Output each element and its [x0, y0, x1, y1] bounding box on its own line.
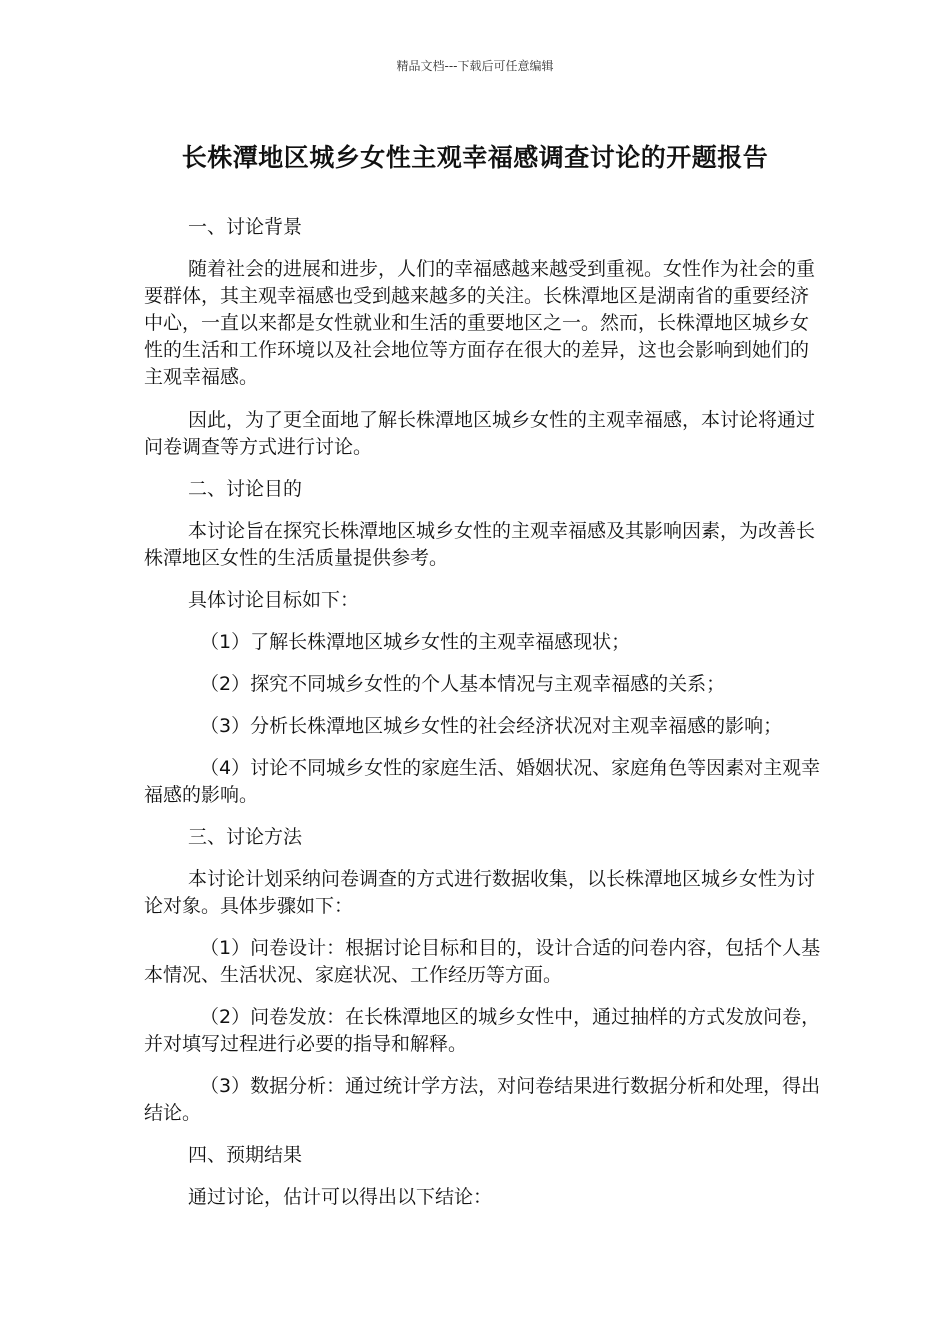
section-heading-background: 一、讨论背景 [188, 216, 303, 238]
header-note: 精品文档---下载后可任意编辑 [396, 59, 554, 73]
list-item: （2）探究不同城乡女性的个人基本情况与主观幸福感的关系； [200, 673, 726, 695]
paragraph-purpose-2: 具体讨论目标如下： [188, 589, 360, 611]
paragraph-background-1: 随着社会的进展和进步，人们的幸福感越来越受到重视。女性作为社会的重要群体，其主观幸福感也受到越来越多的关注。长株潭地区是湖南省的重要经济中心，一直以来都是女性就业和生活的重要地区之一。然而，长株潭地区城乡女性的生活和工作环境以及社会地位等方面存在很大的差异，这也会影响到她们的主观幸福感。 [144, 258, 816, 388]
paragraph-method-1: 本讨论计划采纳问卷调查的方式进行数据收集，以长株潭地区城乡女性为讨论对象。具体步骤如下： [144, 868, 816, 917]
paragraph-background-2: 因此，为了更全面地了解长株潭地区城乡女性的主观幸福感，本讨论将通过问卷调查等方式进行讨论。 [144, 409, 816, 458]
list-item: （3）分析长株潭地区城乡女性的社会经济状况对主观幸福感的影响； [200, 715, 783, 737]
list-item: （2）问卷发放：在长株潭地区的城乡女性中，通过抽样的方式发放问卷，并对填写过程进行必要的指导和解释。 [144, 1006, 821, 1055]
list-item: （1）了解长株潭地区城乡女性的主观幸福感现状； [200, 631, 631, 653]
section-heading-purpose: 二、讨论目的 [188, 478, 303, 500]
document-title: 长株潭地区城乡女性主观幸福感调查讨论的开题报告 [181, 143, 769, 172]
section-heading-method: 三、讨论方法 [188, 826, 303, 848]
list-item: （3）数据分析：通过统计学方法，对问卷结果进行数据分析和处理，得出结论。 [144, 1075, 821, 1124]
list-item: （4）讨论不同城乡女性的家庭生活、婚姻状况、家庭角色等因素对主观幸福感的影响。 [144, 757, 821, 806]
paragraph-purpose-1: 本讨论旨在探究长株潭地区城乡女性的主观幸福感及其影响因素，为改善长株潭地区女性的生活质量提供参考。 [144, 520, 816, 569]
list-item: （1）问卷设计：根据讨论目标和目的，设计合适的问卷内容，包括个人基本情况、生活状况、家庭状况、工作经历等方面。 [144, 937, 821, 986]
paragraph-results-1: 通过讨论，估计可以得出以下结论： [188, 1186, 493, 1208]
section-heading-results: 四、预期结果 [188, 1144, 303, 1166]
